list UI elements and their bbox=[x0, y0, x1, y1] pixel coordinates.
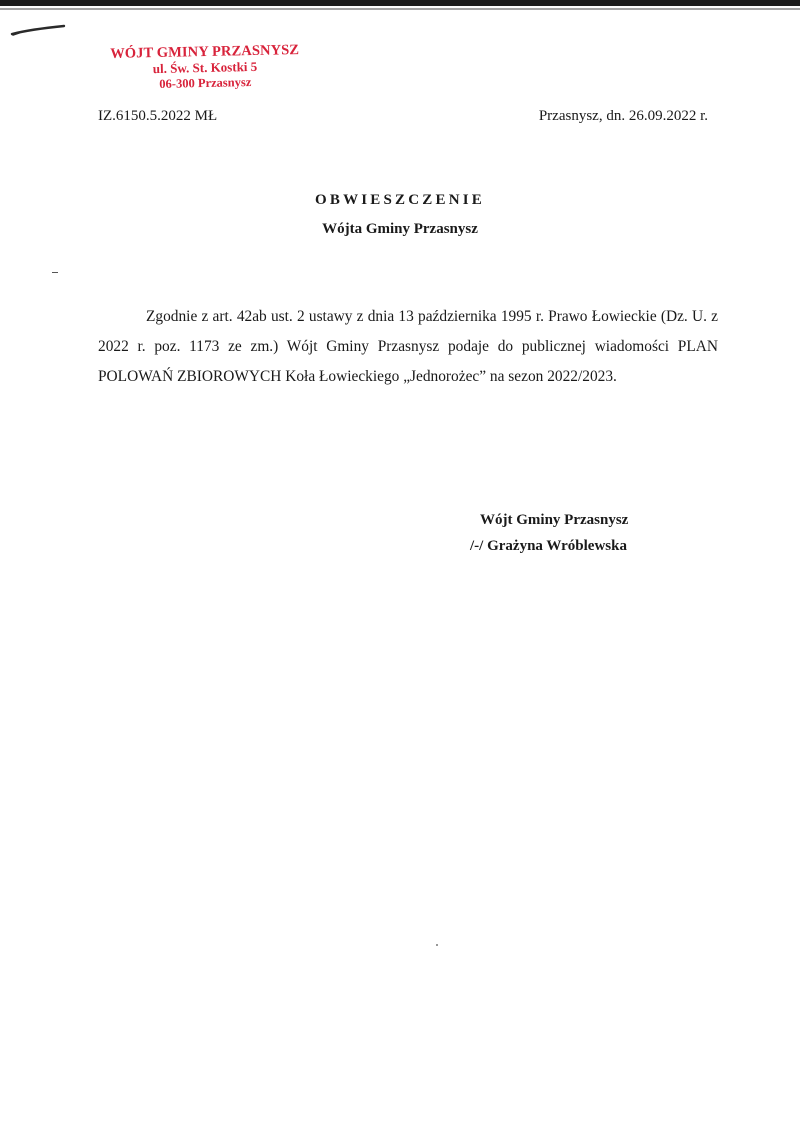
pen-stroke-mark bbox=[10, 22, 66, 38]
stamp-street: ul. Św. St. Kostki 5 bbox=[152, 58, 258, 76]
place-date: Przasnysz, dn. 26.09.2022 r. bbox=[538, 108, 708, 124]
scan-edge-top bbox=[0, 0, 800, 6]
stamp-office-name: WÓJT GMINY PRZASNYSZ bbox=[110, 42, 300, 62]
scan-edge-line bbox=[0, 8, 800, 10]
announcement-body: Zgodnie z art. 42ab ust. 2 ustawy z dnia 13 października 1995 r. Prawo Łowieckie (Dz. U. z 2022 r. poz. 1173 ze zm.) Wójt Gminy Przasnysz podaje do publicznej wiadomości PLAN POLOWAŃ ZBIOROWYCH Koła Łowieckiego „Jednorożec” na sezon 2022/2023. bbox=[98, 308, 718, 385]
scan-dash-mark bbox=[52, 272, 58, 273]
reference-number: IZ.6150.5.2022 MŁ bbox=[98, 108, 218, 124]
stamp-postcode-city: 06-300 Przasnysz bbox=[159, 74, 252, 91]
document-subtitle: Wójta Gminy Przasnysz bbox=[322, 221, 478, 237]
document-title: OBWIESZCZENIE bbox=[315, 192, 485, 208]
scan-dot bbox=[436, 944, 438, 946]
signature-name: /-/ Grażyna Wróblewska bbox=[470, 538, 627, 554]
signature-title: Wójt Gminy Przasnysz bbox=[480, 512, 629, 528]
office-stamp bbox=[100, 42, 311, 92]
